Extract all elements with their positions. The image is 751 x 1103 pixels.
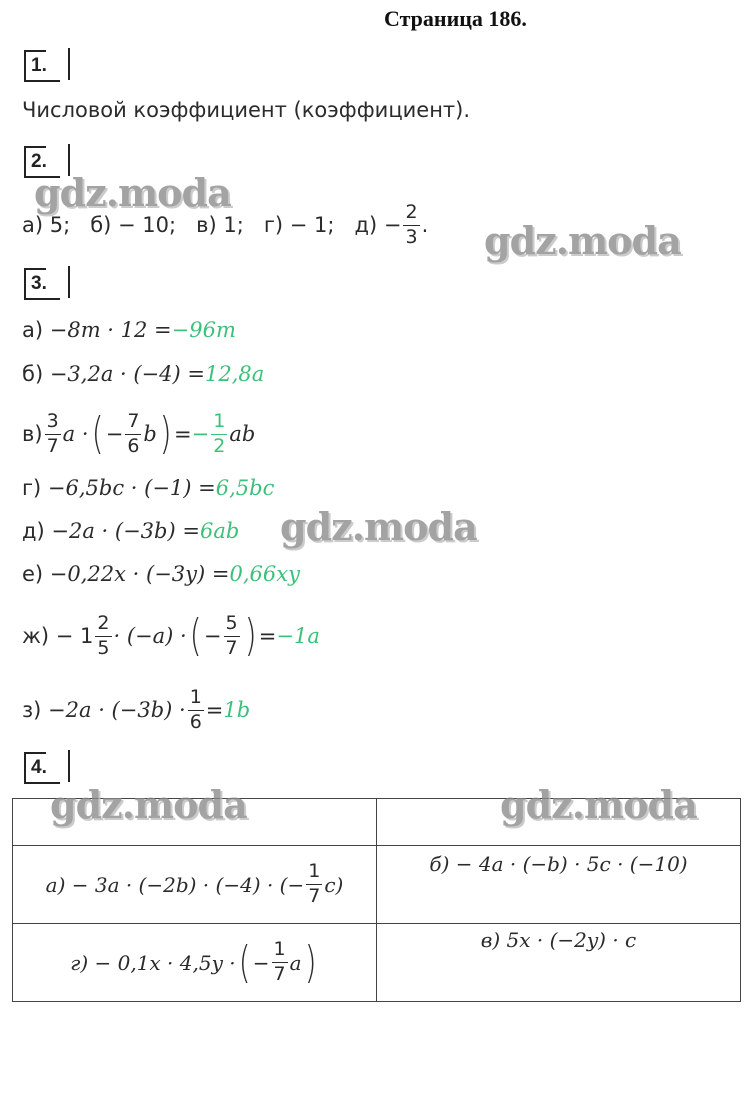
- fraction-numerator: 1: [272, 940, 288, 963]
- task-2-item-g: г) − 1;: [263, 213, 335, 237]
- table-row: [13, 846, 741, 924]
- fraction-numerator: 5: [224, 614, 240, 637]
- page-title: Страница 186.: [384, 6, 527, 31]
- fraction-numerator: 1: [211, 412, 227, 435]
- item-expression: 3,2a · (−4) =: [67, 362, 205, 386]
- fraction: [306, 862, 322, 907]
- task-3-line-z: [22, 680, 250, 740]
- item-expression: б) − 4a · (−b) · 5c · (−10): [429, 852, 688, 876]
- fraction: [188, 685, 204, 733]
- task-3-line-a: [22, 318, 236, 342]
- item-answer-tail: ab: [229, 422, 256, 446]
- table-cell-g: [13, 924, 377, 1002]
- paren-open: (: [189, 610, 202, 661]
- fraction-denominator: 6: [189, 710, 202, 733]
- fraction-numerator: 7: [125, 412, 141, 435]
- item-answer-sign: −: [191, 422, 210, 446]
- item-expression: г) − 0,1x · 4,5y ·: [70, 950, 236, 975]
- fraction-numerator: 2: [95, 614, 111, 637]
- fraction-denominator: 6: [127, 434, 140, 457]
- watermark: gdz.moda: [34, 170, 231, 215]
- item-label: ж) − 1: [22, 624, 94, 648]
- task-2-number: 2.: [24, 146, 60, 178]
- item-expression: c): [324, 872, 344, 897]
- item-expression: 2a · (−3b) =: [68, 519, 200, 543]
- item-expression: a: [289, 950, 302, 975]
- table-cell-b: [377, 846, 741, 924]
- fraction: [272, 940, 288, 985]
- item-expression: a ·: [62, 422, 89, 446]
- item-answer: −96m: [171, 318, 236, 342]
- watermark: gdz.moda: [500, 782, 697, 827]
- item-expression: b: [143, 422, 157, 446]
- table-cell-v: [377, 924, 741, 1002]
- task-2-end: .: [421, 213, 429, 237]
- fraction-denominator: 7: [308, 885, 321, 907]
- item-expression: 2a · (−3b) ·: [65, 698, 186, 722]
- fraction-denominator: 7: [46, 434, 59, 457]
- answer-fraction: [211, 409, 227, 457]
- watermark: gdz.moda: [50, 782, 247, 827]
- item-label: в): [22, 422, 43, 446]
- task-3-line-b: [22, 362, 264, 386]
- task-3-line-e: [22, 562, 300, 586]
- minus-sign: −: [105, 422, 124, 446]
- fraction: [224, 611, 240, 659]
- item-answer: 12,8a: [204, 362, 265, 386]
- fraction-numerator: 1: [188, 688, 204, 711]
- item-expression: · (−a) ·: [113, 624, 187, 648]
- equals-sign: =: [258, 624, 277, 648]
- fraction: [125, 409, 141, 457]
- item-answer: 0,66xy: [229, 562, 300, 586]
- item-answer: 1b: [223, 698, 251, 722]
- item-expression: 8m · 12 =: [67, 318, 172, 342]
- table-cell-a: [13, 846, 377, 924]
- minus-sign: −: [252, 950, 270, 975]
- task-1-text: Числовой коэффициент (коэффициент).: [22, 98, 471, 122]
- task-4-number: 4.: [24, 752, 60, 784]
- task-3-number: 3.: [24, 268, 60, 300]
- item-expression: 0,22x · (−3y) =: [67, 562, 230, 586]
- task-2-item-d: д) −: [354, 213, 402, 237]
- task-2-fraction: [403, 200, 419, 248]
- item-expression: 6,5bc · (−1) =: [65, 476, 216, 500]
- paren-close: ): [304, 936, 317, 988]
- fraction-numerator: 1: [306, 862, 322, 885]
- task-3-line-zh: [22, 604, 320, 668]
- fraction-denominator: 5: [97, 636, 110, 659]
- fraction-denominator: 2: [213, 434, 226, 457]
- fraction: [45, 409, 61, 457]
- fraction-numerator: 3: [45, 412, 61, 435]
- item-expression: в) 5x · (−2y) · c: [480, 928, 637, 952]
- table-row: [13, 924, 741, 1002]
- fraction-denominator: 7: [225, 636, 238, 659]
- equals-sign: =: [205, 698, 224, 722]
- watermark: gdz.moda: [280, 504, 477, 549]
- task-4-table: [12, 798, 741, 1002]
- watermark: gdz.moda: [484, 218, 681, 263]
- item-answer: 6,5bc: [215, 476, 275, 500]
- item-answer: −1a: [276, 624, 320, 648]
- fraction-denominator: 7: [273, 963, 286, 985]
- item-label: е) −: [22, 562, 68, 586]
- item-label: а) −: [22, 318, 68, 342]
- equals-sign: =: [174, 422, 192, 446]
- fraction: [95, 611, 111, 659]
- task-2-answers: [22, 200, 428, 250]
- task-2-item-a: а) 5;: [22, 213, 71, 237]
- item-label: д) −: [22, 519, 69, 543]
- task-3-line-v: [22, 404, 255, 464]
- fraction-denominator: 3: [405, 225, 418, 248]
- item-label: г) −: [22, 476, 66, 500]
- item-label: б) −: [22, 362, 68, 386]
- task-3-line-d: [22, 519, 239, 543]
- task-1-number: 1.: [24, 50, 60, 82]
- paren-close: ): [159, 408, 172, 459]
- minus-sign: −: [203, 624, 222, 648]
- item-label: з) −: [22, 698, 66, 722]
- task-3-line-g: [22, 476, 274, 500]
- paren-close: ): [244, 610, 257, 661]
- task-2-item-v: в) 1;: [196, 213, 244, 237]
- item-expression: а) − 3a · (−2b) · (−4) · (−: [45, 872, 305, 897]
- paren-open: (: [91, 408, 104, 459]
- item-answer: 6ab: [199, 519, 240, 543]
- paren-open: (: [238, 936, 251, 988]
- task-2-item-b: б) − 10;: [90, 213, 177, 237]
- fraction-numerator: 2: [403, 203, 419, 226]
